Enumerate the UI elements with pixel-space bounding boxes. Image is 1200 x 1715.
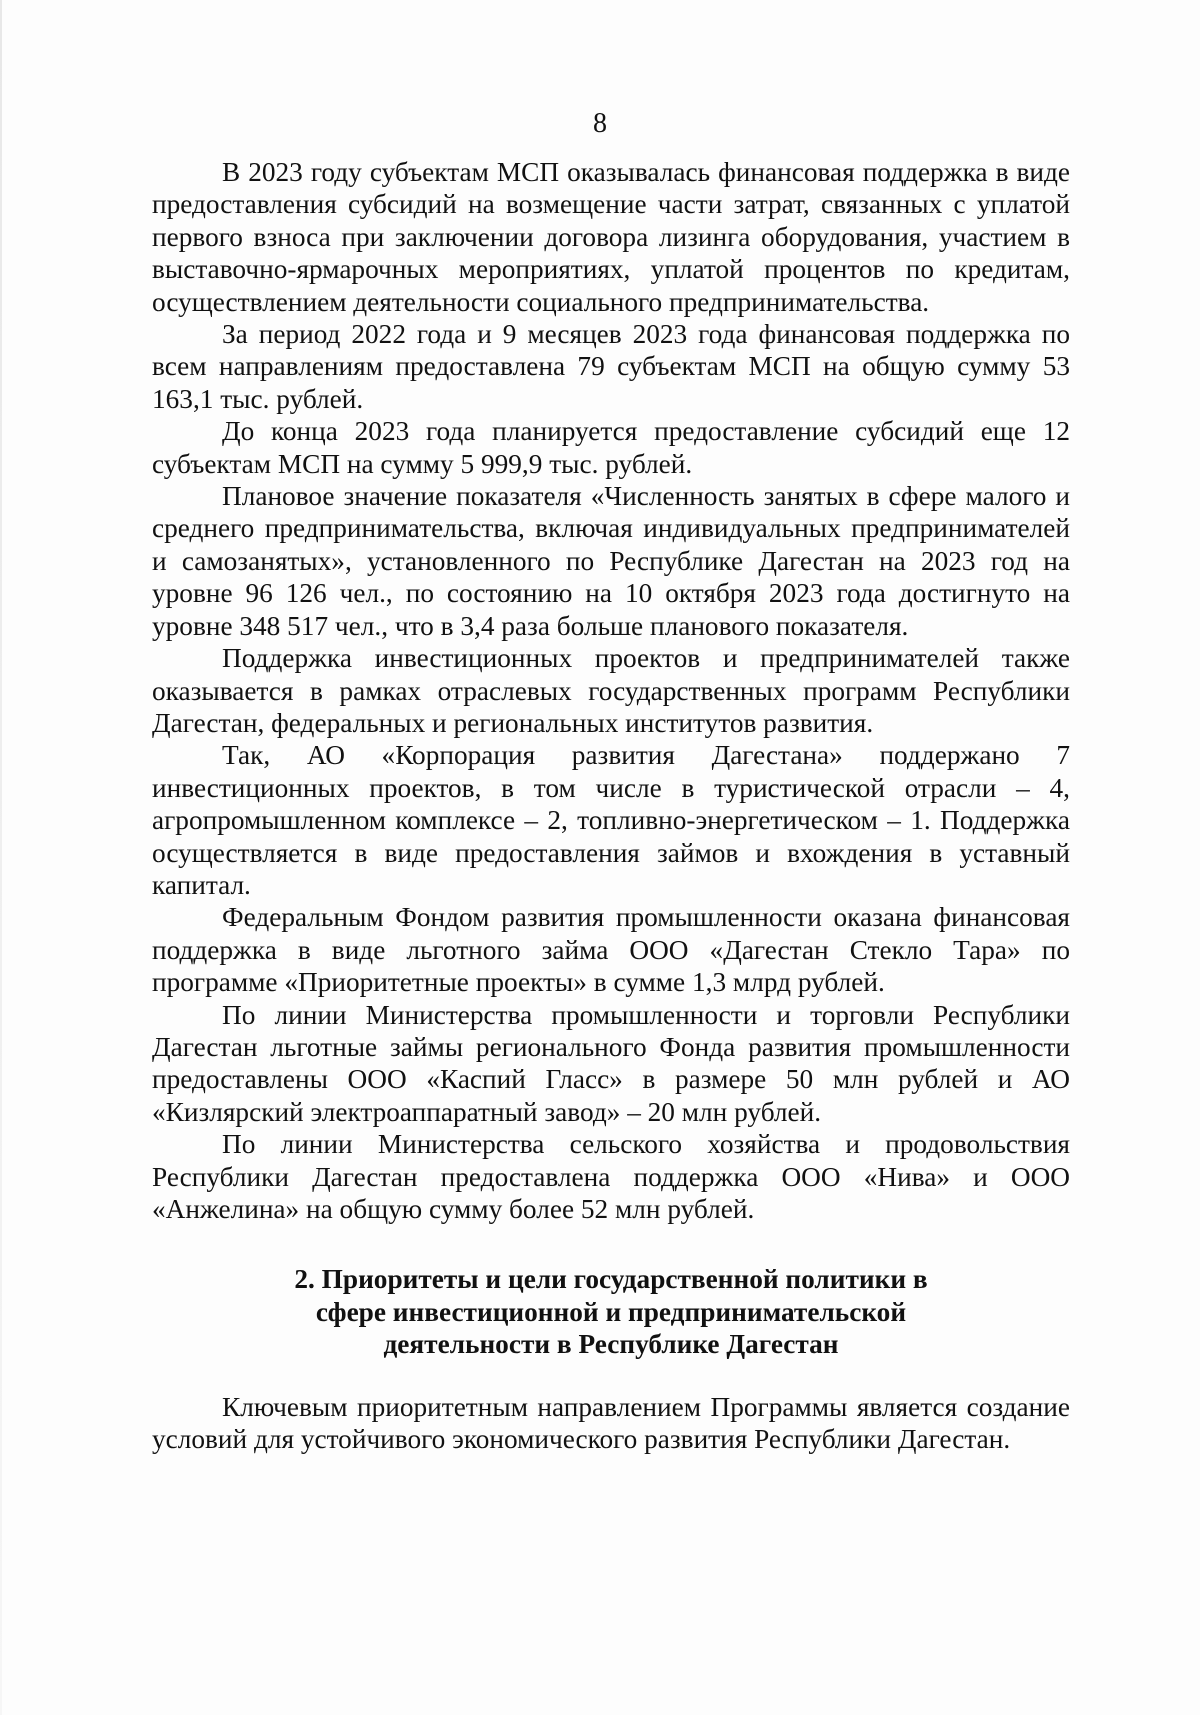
paragraph-development-corporation: Так, АО «Корпорация развития Дагестана» поддержано 7 инвестиционных проектов, в том числе в туристической отрасли – 4, агропромышленном комплексе – 2, топливно-энергетическом – 1. Поддержка осуществляется в виде предоставления займов и вхождения в уставный капитал. [152,740,1070,900]
section-heading: 2. Приоритеты и цели государственной политики в сфере инвестиционной и предпринимательской деятельности в Республике Дагестан [294,1264,928,1360]
paragraph-industry-fund: Федеральным Фондом развития промышленности оказана финансовая поддержка в виде льготного займа ООО «Дагестан Стекло Тара» по программе «Приоритетные проекты» в сумме 1,3 млрд рублей. [152,902,1070,998]
paragraph-ministry-agriculture: По линии Министерства сельского хозяйства и продовольствия Республики Дагестан предоставлена поддержка ООО «Нива» и ООО «Анжелина» на общую сумму более 52 млн рублей. [152,1129,1070,1224]
document-body [152,156,1070,1455]
paragraph-planned-subsidies: До конца 2023 года планируется предоставление субсидий еще 12 субъектам МСП на сумму 5 999,9 тыс. рублей. [152,416,1070,479]
paragraph-employment-indicator: Плановое значение показателя «Численность занятых в сфере малого и среднего предпринимательства, включая индивидуальных предпринимателей и самозанятых», установленного по Республике Дагестан на 2023 год на уровне 96 126 чел., по состоянию на 10 октября 2023 года достигнуто на уровне 348 517 чел., что в 3,4 раза больше планового показателя. [152,481,1070,641]
paragraph-msp-subsidies: В 2023 году субъектам МСП оказывалась финансовая поддержка в виде предоставления субсидий на возмещение части затрат, связанных с уплатой первого взноса при заключении договора лизинга оборудования, участием в выставочно-ярмарочных мероприятиях, уплатой процентов по кредитам, осуществлением деятельности социального предпринимательства. [152,157,1070,317]
scan-edge [0,0,2,1715]
page-number: 8 [593,108,607,139]
paragraph-key-priority: Ключевым приоритетным направлением Программы является создание условий для устойчивого экономического развития Республики Дагестан. [152,1391,1070,1455]
paragraph-ministry-industry: По линии Министерства промышленности и торговли Республики Дагестан льготные займы регионального Фонда развития промышленности предоставлены ООО «Каспий Гласс» в размере 50 млн рублей и АО «Кизлярский электроаппаратный завод» – 20 млн рублей. [152,999,1070,1127]
paragraph-investment-support: Поддержка инвестиционных проектов и предпринимателей также оказывается в рамках отраслевых государственных программ Республики Дагестан, федеральных и региональных институтов развития. [152,643,1070,738]
paragraph-support-total: За период 2022 года и 9 месяцев 2023 года финансовая поддержка по всем направлениям предоставлена 79 субъектам МСП на общую сумму 53 163,1 тыс. рублей. [152,319,1070,414]
